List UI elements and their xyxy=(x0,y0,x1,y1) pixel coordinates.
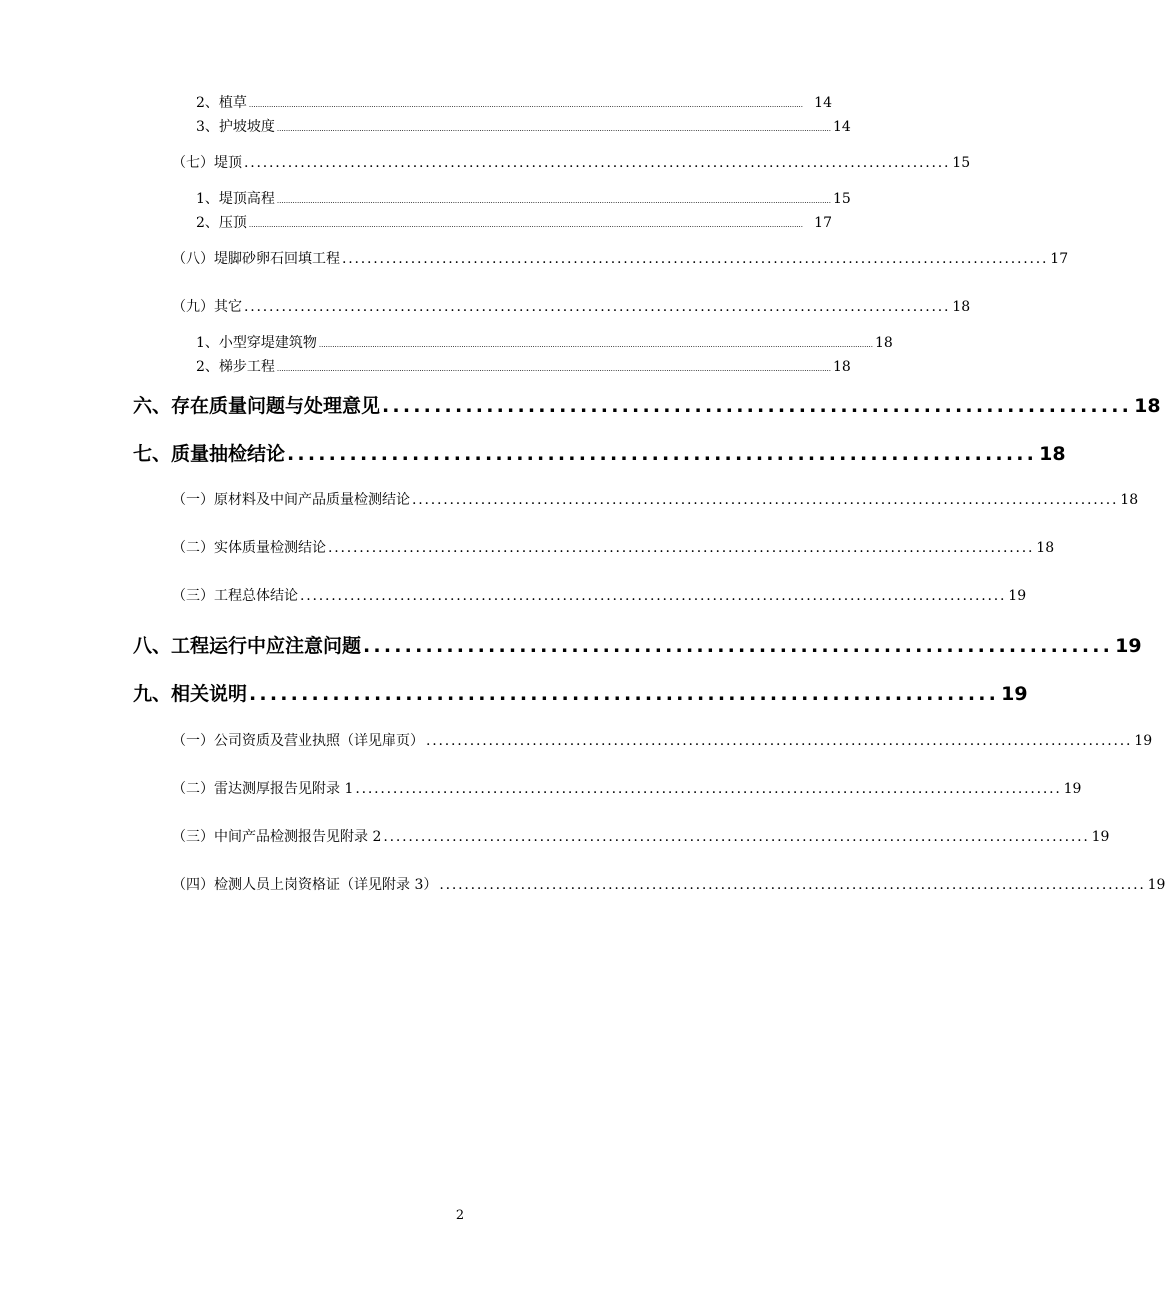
dot-leader: ......................................................................................................................................................................................................................................................... xyxy=(248,221,803,229)
toc-entry[interactable] xyxy=(172,730,1153,750)
toc-chapter-entry[interactable] xyxy=(133,631,1142,658)
toc-entry-page: 17 xyxy=(814,215,832,231)
toc-chapter-entry[interactable] xyxy=(133,679,1028,706)
toc-entry-page: 14 xyxy=(832,119,851,135)
toc-entry-page: 18 xyxy=(952,299,971,315)
toc-entry-title: （八）堤脚砂卵石回填工程 xyxy=(172,251,340,267)
toc-entry[interactable] xyxy=(196,332,893,352)
toc-entry-page: 18 xyxy=(1134,395,1161,417)
dot-leader: ................................................................................................................. xyxy=(383,829,1090,845)
toc-entry-title: 3、护坡坡度 xyxy=(196,119,275,135)
page-number: 2 xyxy=(455,1208,465,1223)
toc-entry-page: 15 xyxy=(832,191,851,207)
toc-entry-title: （九）其它 xyxy=(172,299,242,315)
dot-leader: ................................................................................................................. xyxy=(244,299,951,315)
toc-entry-page: 19 xyxy=(1091,829,1110,845)
dot-leader: ........................................................................ xyxy=(363,635,1114,657)
toc-entry-page: 18 xyxy=(1036,540,1055,556)
toc-entry-title: （四）检测人员上岗资格证（详见附录 3） xyxy=(172,877,438,893)
toc-entry-title: （二）雷达测厚报告见附录 1 xyxy=(172,781,354,797)
dot-leader: ......................................................................................................................................................................................................................................................... xyxy=(276,197,831,205)
toc-entry-title: 六、存在质量问题与处理意见 xyxy=(133,395,381,417)
toc-entry-page: 18 xyxy=(1039,443,1066,465)
toc-entry-title: （一）公司资质及营业执照（详见扉页） xyxy=(172,733,424,749)
dot-leader: ......................................................................................................................................................................................................................................................... xyxy=(248,101,803,109)
toc-entry[interactable] xyxy=(172,537,1055,557)
toc-entry[interactable] xyxy=(172,778,1082,798)
dot-leader: ........................................................................ xyxy=(249,683,1000,705)
toc-entry-title: 1、堤顶高程 xyxy=(196,191,275,207)
dot-leader: ........................................................................ xyxy=(287,443,1038,465)
toc-entry[interactable] xyxy=(196,92,832,112)
toc-entry[interactable] xyxy=(172,585,1027,605)
toc-entry[interactable] xyxy=(172,489,1139,509)
toc-entry[interactable] xyxy=(172,248,1069,268)
toc-entry-title: 九、相关说明 xyxy=(133,683,248,705)
toc-entry-page: 19 xyxy=(1134,733,1153,749)
toc-entry[interactable] xyxy=(172,874,1165,894)
toc-entry-title: 八、工程运行中应注意问题 xyxy=(133,635,362,657)
toc-entry[interactable] xyxy=(172,296,971,316)
toc-entry[interactable] xyxy=(172,152,971,172)
toc-entry-page: 15 xyxy=(952,155,971,171)
toc-entry-page: 18 xyxy=(874,335,893,351)
toc-entry-page: 18 xyxy=(1120,492,1139,508)
toc-entry-title: （三）中间产品检测报告见附录 2 xyxy=(172,829,382,845)
toc-entry-page: 17 xyxy=(1050,251,1069,267)
toc-entry-title: （二）实体质量检测结论 xyxy=(172,540,326,556)
toc-entry[interactable] xyxy=(196,188,851,208)
toc-entry-page: 18 xyxy=(832,359,851,375)
dot-leader: ......................................................................................................................................................................................................................................................... xyxy=(276,365,831,373)
dot-leader: ......................................................................................................................................................................................................................................................... xyxy=(276,125,831,133)
toc-entry[interactable] xyxy=(172,826,1110,846)
toc-entry-title: （三）工程总体结论 xyxy=(172,588,298,604)
toc-entry-page: 14 xyxy=(814,95,832,111)
toc-entry[interactable] xyxy=(196,116,851,136)
toc-entry-title: 2、梯步工程 xyxy=(196,359,275,375)
toc-entry-page: 19 xyxy=(1001,683,1028,705)
dot-leader: ................................................................................................................. xyxy=(412,492,1119,508)
dot-leader: ................................................................................................................. xyxy=(300,588,1007,604)
toc-chapter-entry[interactable] xyxy=(133,439,1066,466)
dot-leader: ................................................................................................................. xyxy=(439,877,1146,893)
toc-entry-title: （七）堤顶 xyxy=(172,155,242,171)
toc-entry-page: 19 xyxy=(1008,588,1027,604)
toc-chapter-entry[interactable] xyxy=(133,391,1161,418)
dot-leader: ......................................................................................................................................................................................................................................................... xyxy=(318,341,873,349)
toc-entry-title: 2、压顶 xyxy=(196,215,247,231)
dot-leader: ................................................................................................................. xyxy=(342,251,1049,267)
dot-leader: ........................................................................ xyxy=(382,395,1133,417)
toc-entry-page: 19 xyxy=(1063,781,1082,797)
toc-entry-page: 19 xyxy=(1147,877,1165,893)
toc-entry-title: （一）原材料及中间产品质量检测结论 xyxy=(172,492,410,508)
dot-leader: ................................................................................................................. xyxy=(355,781,1062,797)
dot-leader: ................................................................................................................. xyxy=(244,155,951,171)
toc-entry[interactable] xyxy=(196,212,832,232)
toc-entry-title: 七、质量抽检结论 xyxy=(133,443,286,465)
dot-leader: ................................................................................................................. xyxy=(426,733,1133,749)
toc-entry-title: 1、小型穿堤建筑物 xyxy=(196,335,317,351)
dot-leader: ................................................................................................................. xyxy=(328,540,1035,556)
toc-entry-title: 2、植草 xyxy=(196,95,247,111)
toc-entry-page: 19 xyxy=(1115,635,1142,657)
toc-entry[interactable] xyxy=(196,356,851,376)
